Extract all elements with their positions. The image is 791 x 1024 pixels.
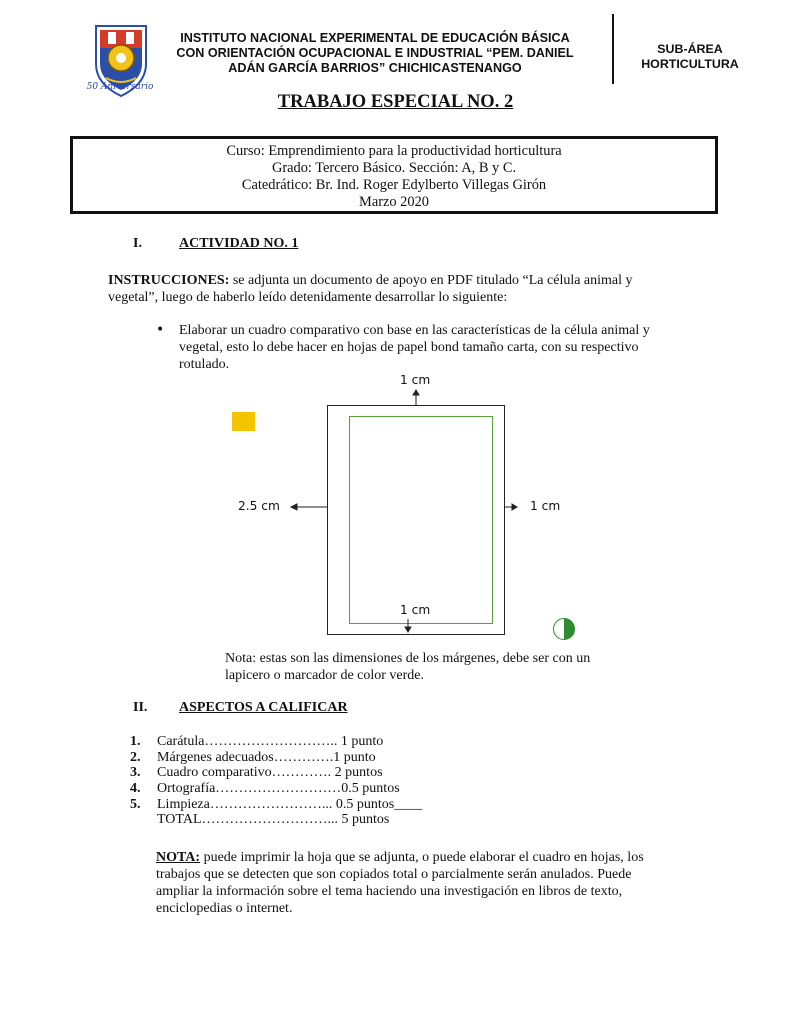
bullet-icon: •: [156, 322, 165, 338]
bullet-line: rotulado.: [179, 357, 230, 372]
bullet-line: vegetal, esto lo debe hacer en hojas de papel bond tamaño carta, con su respectivo: [179, 340, 639, 355]
right-margin-label: 1 cm: [530, 499, 561, 513]
teacher-line: Catedrático: Br. Ind. Roger Edylberto Villegas Girón: [241, 177, 547, 193]
top-margin-label: 1 cm: [400, 373, 431, 387]
instructions-label: INSTRUCCIONES:: [108, 273, 230, 288]
final-note-line: ampliar la información sobre el tema haciendo una investigación en libros de texto,: [156, 884, 623, 899]
bullet-line: Elaborar un cuadro comparativo con base en las características de la célula animal y: [179, 323, 650, 338]
institution-line: ADÁN GARCÍA BARRIOS” CHICHICASTENANGO: [228, 61, 522, 75]
grade-line: Grado: Tercero Básico. Sección: A, B y C.: [271, 160, 517, 176]
section-label: ASPECTOS A CALIFICAR: [179, 700, 348, 715]
final-note: [156, 849, 686, 917]
bottom-margin-label: 1 cm: [400, 603, 431, 617]
final-note-label: NOTA:: [156, 850, 201, 865]
date-line: Marzo 2020: [359, 194, 429, 210]
note-line: Nota: estas son las dimensiones de los márgenes, debe ser con un: [225, 651, 591, 666]
instructions-line: vegetal”, luego de haberlo leído detenidamente desarrollar lo siguiente:: [108, 290, 508, 305]
left-margin-label: 2.5 cm: [238, 499, 280, 513]
subarea-line: SUB-ÁREA: [657, 42, 723, 56]
note-line: lapicero o marcador de color verde.: [225, 668, 425, 683]
diagram-note: [225, 650, 645, 684]
final-note-line: trabajos que se detecten que son copiados total o parcialmente serán anulados. Puede: [156, 867, 632, 882]
final-note-line: enciclopedias o internet.: [156, 901, 293, 916]
section-label: ACTIVIDAD NO. 1: [179, 236, 299, 251]
institution-line: CON ORIENTACIÓN OCUPACIONAL E INDUSTRIAL “PEM. DANIEL: [176, 46, 574, 60]
final-note-line: NOTA: puede imprimir la hoja que se adjunta, o puede elaborar el cuadro en hojas, los: [156, 850, 644, 865]
course-line: Curso: Emprendimiento para la productividad horticultura: [226, 143, 562, 159]
section-number: II.: [133, 700, 148, 715]
logo-caption: 50 Aniversario: [86, 82, 154, 92]
instructions-line: INSTRUCCIONES: se adjunta un documento de apoyo en PDF titulado “La célula animal y: [108, 273, 633, 288]
document-title: TRABAJO ESPECIAL NO. 2: [277, 92, 514, 112]
section-number: I.: [133, 236, 142, 251]
institution-line: INSTITUTO NACIONAL EXPERIMENTAL DE EDUCACIÓN BÁSICA: [180, 31, 570, 45]
subarea-line: HORTICULTURA: [641, 57, 739, 71]
